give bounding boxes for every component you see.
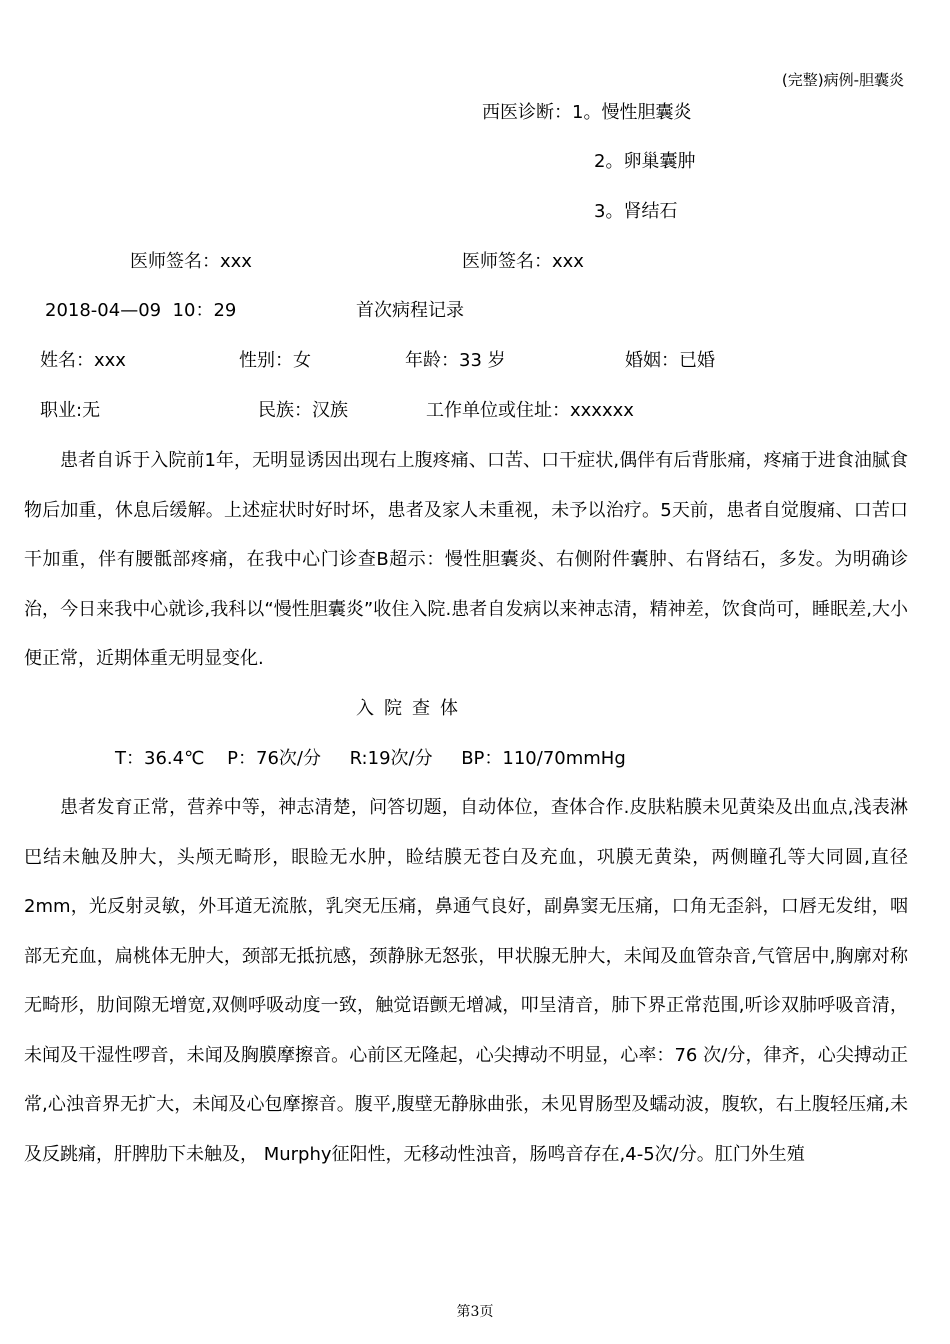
- doctor-signature-left: 医师签名：xxx: [130, 251, 252, 272]
- patient-workplace: 工作单位或住址：xxxxxx: [426, 400, 634, 421]
- patient-marriage: 婚姻：已婚: [625, 350, 715, 371]
- patient-ethnicity: 民族：汉族: [258, 400, 348, 421]
- document-header-title: (完整)病例-胆囊炎: [781, 71, 904, 89]
- patient-name: 姓名：xxx: [40, 350, 126, 371]
- vital-signs: T：36.4℃ P：76次/分 R:19次/分 BP：110/70mmHg: [115, 748, 626, 769]
- patient-occupation: 职业:无: [40, 400, 101, 421]
- diagnosis-line-2: 2。卵巢囊肿: [594, 151, 696, 172]
- patient-gender: 性别：女: [239, 350, 311, 371]
- diagnosis-line-1: 西医诊断：1。慢性胆囊炎: [482, 102, 692, 123]
- diagnosis-line-3: 3。肾结石: [594, 201, 678, 222]
- patient-age: 年龄：33 岁: [405, 350, 506, 371]
- medical-history-paragraph: 患者自诉于入院前1年，无明显诱因出现右上腹疼痛、口苦、口干症状,偶伴有后背胀痛，疼痛于进食油腻食物后加重，休息后缓解。上述症状时好时坏，患者及家人未重视，未予以治疗。5天前，患者自觉腹痛、口苦口干加重，伴有腰骶部疼痛，在我中心门诊查B超示：慢性胆囊炎、右侧附件囊肿、右肾结石，多发。为明确诊治，今日来我中心就诊,我科以“慢性胆囊炎”收住入院.患者自发病以来神志清，精神差，饮食尚可，睡眠差,大小便正常，近期体重无明显变化.: [24, 450, 908, 669]
- record-datetime: 2018-04—09 10：29: [45, 300, 237, 321]
- page-number: 第3页: [456, 1304, 494, 1320]
- exam-section-title: 入院查体: [356, 698, 468, 719]
- physical-exam-paragraph: 患者发育正常，营养中等，神志清楚，问答切题，自动体位，查体合作.皮肤粘膜未见黄染及出血点,浅表淋巴结未触及肿大，头颅无畸形，眼睑无水肿，睑结膜无苍白及充血，巩膜无黄染，两侧瞳孔等大同圆,直径 2mm，光反射灵敏，外耳道无流脓，乳突无压痛，鼻通气良好，副鼻窦无压痛，口角无歪斜，口唇无发绀，咽部无充血，扁桃体无肿大，颈部无抵抗感，颈静脉无怒张，甲状腺无肿大，未闻及血管杂音,气管居中,胸廓对称无畸形，肋间隙无增宽,双侧呼吸动度一致，触觉语颤无增减，叩呈清音，肺下界正常范围,听诊双肺呼吸音清，未闻及干湿性啰音，未闻及胸膜摩擦音。心前区无隆起，心尖搏动不明显，心率：76 次/分，律齐，心尖搏动正常,心浊音界无扩大，未闻及心包摩擦音。腹平,腹壁无静脉曲张，未见胃肠型及蠕动波，腹软，右上腹轻压痛,未及反跳痛，肝脾肋下未触及， Murphy征阳性，无移动性浊音，肠鸣音存在,4-5次/分。肛门外生殖: [24, 797, 908, 1165]
- record-title: 首次病程记录: [356, 300, 464, 321]
- doctor-signature-right: 医师签名：xxx: [462, 251, 584, 272]
